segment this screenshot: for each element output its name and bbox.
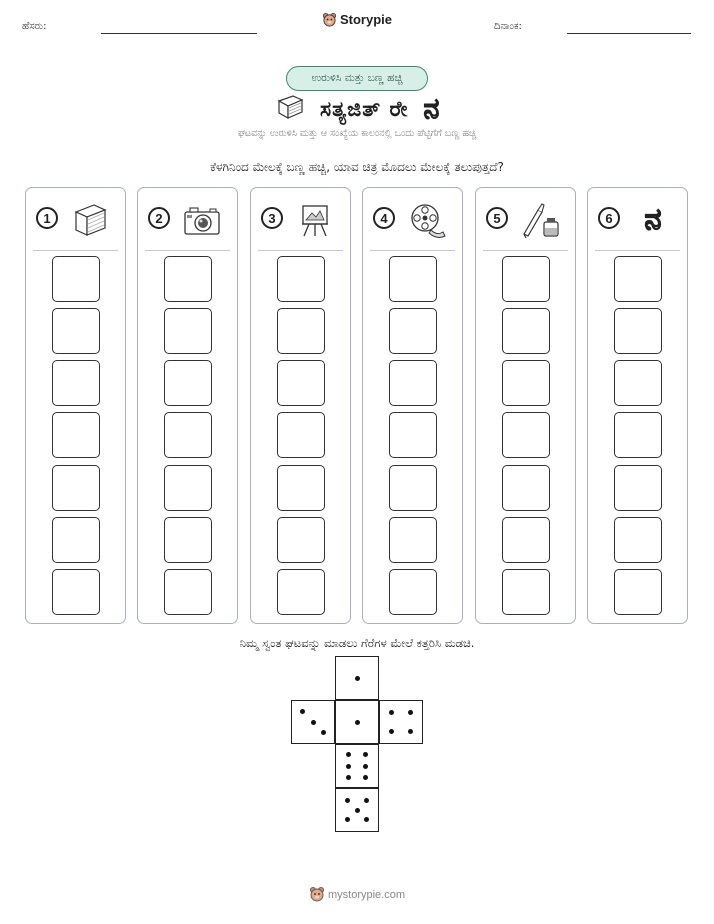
column-number: 1 bbox=[36, 207, 58, 229]
column-divider bbox=[370, 250, 455, 251]
dice-face-6 bbox=[335, 744, 379, 788]
title-book-icon bbox=[275, 94, 305, 124]
title-letter-icon: ನ bbox=[423, 92, 440, 125]
date-label: ದಿನಾಂಕ: bbox=[494, 21, 522, 32]
color-box[interactable] bbox=[277, 360, 325, 406]
color-box[interactable] bbox=[164, 517, 212, 563]
dice-face-4 bbox=[379, 700, 423, 744]
dice-pip bbox=[363, 752, 368, 757]
column-6 bbox=[587, 187, 688, 624]
color-box[interactable] bbox=[614, 569, 662, 615]
dice-pip bbox=[346, 775, 351, 780]
dice-pip bbox=[364, 817, 369, 822]
column-2 bbox=[137, 187, 238, 624]
dice-pip bbox=[300, 709, 305, 714]
color-box[interactable] bbox=[389, 569, 437, 615]
film-reel-icon bbox=[407, 202, 449, 238]
column-divider bbox=[258, 250, 343, 251]
name-line[interactable] bbox=[101, 33, 257, 34]
color-box[interactable] bbox=[389, 465, 437, 511]
storypie-logo-icon bbox=[322, 12, 337, 30]
color-box[interactable] bbox=[52, 308, 100, 354]
title-row bbox=[0, 92, 714, 125]
color-box[interactable] bbox=[502, 569, 550, 615]
color-box[interactable] bbox=[277, 308, 325, 354]
column-number: 6 bbox=[598, 207, 620, 229]
column-3 bbox=[250, 187, 351, 624]
column-header bbox=[363, 188, 462, 250]
column-number: 2 bbox=[148, 207, 170, 229]
color-box[interactable] bbox=[52, 465, 100, 511]
color-box[interactable] bbox=[52, 517, 100, 563]
color-box[interactable] bbox=[614, 256, 662, 302]
color-box[interactable] bbox=[502, 412, 550, 458]
color-box[interactable] bbox=[277, 517, 325, 563]
footer bbox=[0, 886, 714, 905]
color-box[interactable] bbox=[277, 256, 325, 302]
color-box[interactable] bbox=[389, 412, 437, 458]
color-box[interactable] bbox=[389, 517, 437, 563]
color-box[interactable] bbox=[164, 412, 212, 458]
dice-face-3 bbox=[291, 700, 335, 744]
column-header bbox=[26, 188, 125, 250]
color-box[interactable] bbox=[614, 412, 662, 458]
color-box[interactable] bbox=[52, 569, 100, 615]
column-number: 5 bbox=[486, 207, 508, 229]
brand bbox=[0, 12, 714, 30]
dice-pip bbox=[321, 730, 326, 735]
page-title: ಸತ್ಯಜಿತ್ ರೇ bbox=[319, 96, 409, 121]
column-divider bbox=[595, 250, 680, 251]
camera-icon bbox=[182, 202, 224, 238]
color-box[interactable] bbox=[164, 569, 212, 615]
color-box[interactable] bbox=[614, 360, 662, 406]
dice-face-5 bbox=[335, 788, 379, 832]
dice-pip bbox=[408, 729, 413, 734]
book-icon bbox=[70, 202, 112, 238]
dice-pip bbox=[408, 710, 413, 715]
color-box[interactable] bbox=[614, 517, 662, 563]
easel-icon bbox=[295, 202, 337, 238]
dice-face-1 bbox=[335, 700, 379, 744]
column-header bbox=[476, 188, 575, 250]
dice-pip bbox=[364, 798, 369, 803]
dice-pip bbox=[389, 710, 394, 715]
color-box[interactable] bbox=[614, 308, 662, 354]
color-box[interactable] bbox=[502, 256, 550, 302]
column-divider bbox=[145, 250, 230, 251]
color-box[interactable] bbox=[277, 569, 325, 615]
dice-pip bbox=[355, 720, 360, 725]
dice-pip bbox=[355, 808, 360, 813]
date-line[interactable] bbox=[567, 33, 691, 34]
color-box[interactable] bbox=[614, 465, 662, 511]
footer-logo-icon bbox=[309, 886, 325, 905]
color-box[interactable] bbox=[52, 412, 100, 458]
dice-pip bbox=[345, 817, 350, 822]
color-box[interactable] bbox=[502, 465, 550, 511]
dice-pip bbox=[345, 798, 350, 803]
column-5 bbox=[475, 187, 576, 624]
fold-instruction: ನಿಮ್ಮ ಸ್ವಂತ ಘಟವನ್ನು ಮಾಡಲು ಗೆರೆಗಳ ಮೇಲೆ ಕತ್ತರಿಸಿ ಮಡಚಿ. bbox=[239, 636, 475, 650]
column-1 bbox=[25, 187, 126, 624]
column-header bbox=[138, 188, 237, 250]
column-4 bbox=[362, 187, 463, 624]
dice-pip bbox=[363, 764, 368, 769]
column-number: 4 bbox=[373, 207, 395, 229]
column-number: 3 bbox=[261, 207, 283, 229]
pen-and-ink-icon bbox=[520, 202, 562, 238]
color-box[interactable] bbox=[389, 308, 437, 354]
color-box[interactable] bbox=[277, 465, 325, 511]
column-divider bbox=[33, 250, 118, 251]
dice-pip bbox=[363, 775, 368, 780]
activity-pill: ಉರುಳಿಸಿ ಮತ್ತು ಬಣ್ಣ ಹಚ್ಚಿ bbox=[286, 66, 428, 91]
color-box[interactable] bbox=[502, 308, 550, 354]
name-label: ಹೆಸರು: bbox=[22, 21, 47, 32]
question: ಕೆಳಗಿನಿಂದ ಮೇಲಕ್ಕೆ ಬಣ್ಣ ಹಚ್ಚಿ, ಯಾವ ಚಿತ್ರ ಮೊದಲು ಮೇಲಕ್ಕೆ ತಲುಪುತ್ತದೆ? bbox=[210, 160, 504, 174]
dice-pip bbox=[346, 764, 351, 769]
color-box[interactable] bbox=[164, 360, 212, 406]
brand-name: Storypie bbox=[339, 12, 392, 27]
subtitle: ಘಟವನ್ನು ಉರುಳಿಸಿ ಮತ್ತು ಆ ಸಂಖ್ಯೆಯ ಕಾಲಂನಲ್ಲಿ ಒಂದು ಪೆಟ್ಟಿಗೆಗೆ ಬಣ್ಣ ಹಚ್ಚಿ bbox=[237, 128, 477, 139]
dice-pip bbox=[346, 752, 351, 757]
dice-pip bbox=[355, 676, 360, 681]
column-header bbox=[588, 188, 687, 250]
footer-site: mystorypie.com bbox=[327, 889, 406, 901]
color-box[interactable] bbox=[52, 360, 100, 406]
dice-pip bbox=[311, 720, 316, 725]
color-box[interactable] bbox=[164, 256, 212, 302]
color-box[interactable] bbox=[277, 412, 325, 458]
column-divider bbox=[483, 250, 568, 251]
color-box[interactable] bbox=[164, 308, 212, 354]
letter-icon: ನ bbox=[644, 202, 662, 237]
column-header bbox=[251, 188, 350, 250]
dice-face-1 bbox=[335, 656, 379, 700]
color-box[interactable] bbox=[164, 465, 212, 511]
color-box[interactable] bbox=[389, 360, 437, 406]
color-box[interactable] bbox=[389, 256, 437, 302]
color-box[interactable] bbox=[502, 360, 550, 406]
color-box[interactable] bbox=[502, 517, 550, 563]
dice-pip bbox=[389, 729, 394, 734]
color-box[interactable] bbox=[52, 256, 100, 302]
